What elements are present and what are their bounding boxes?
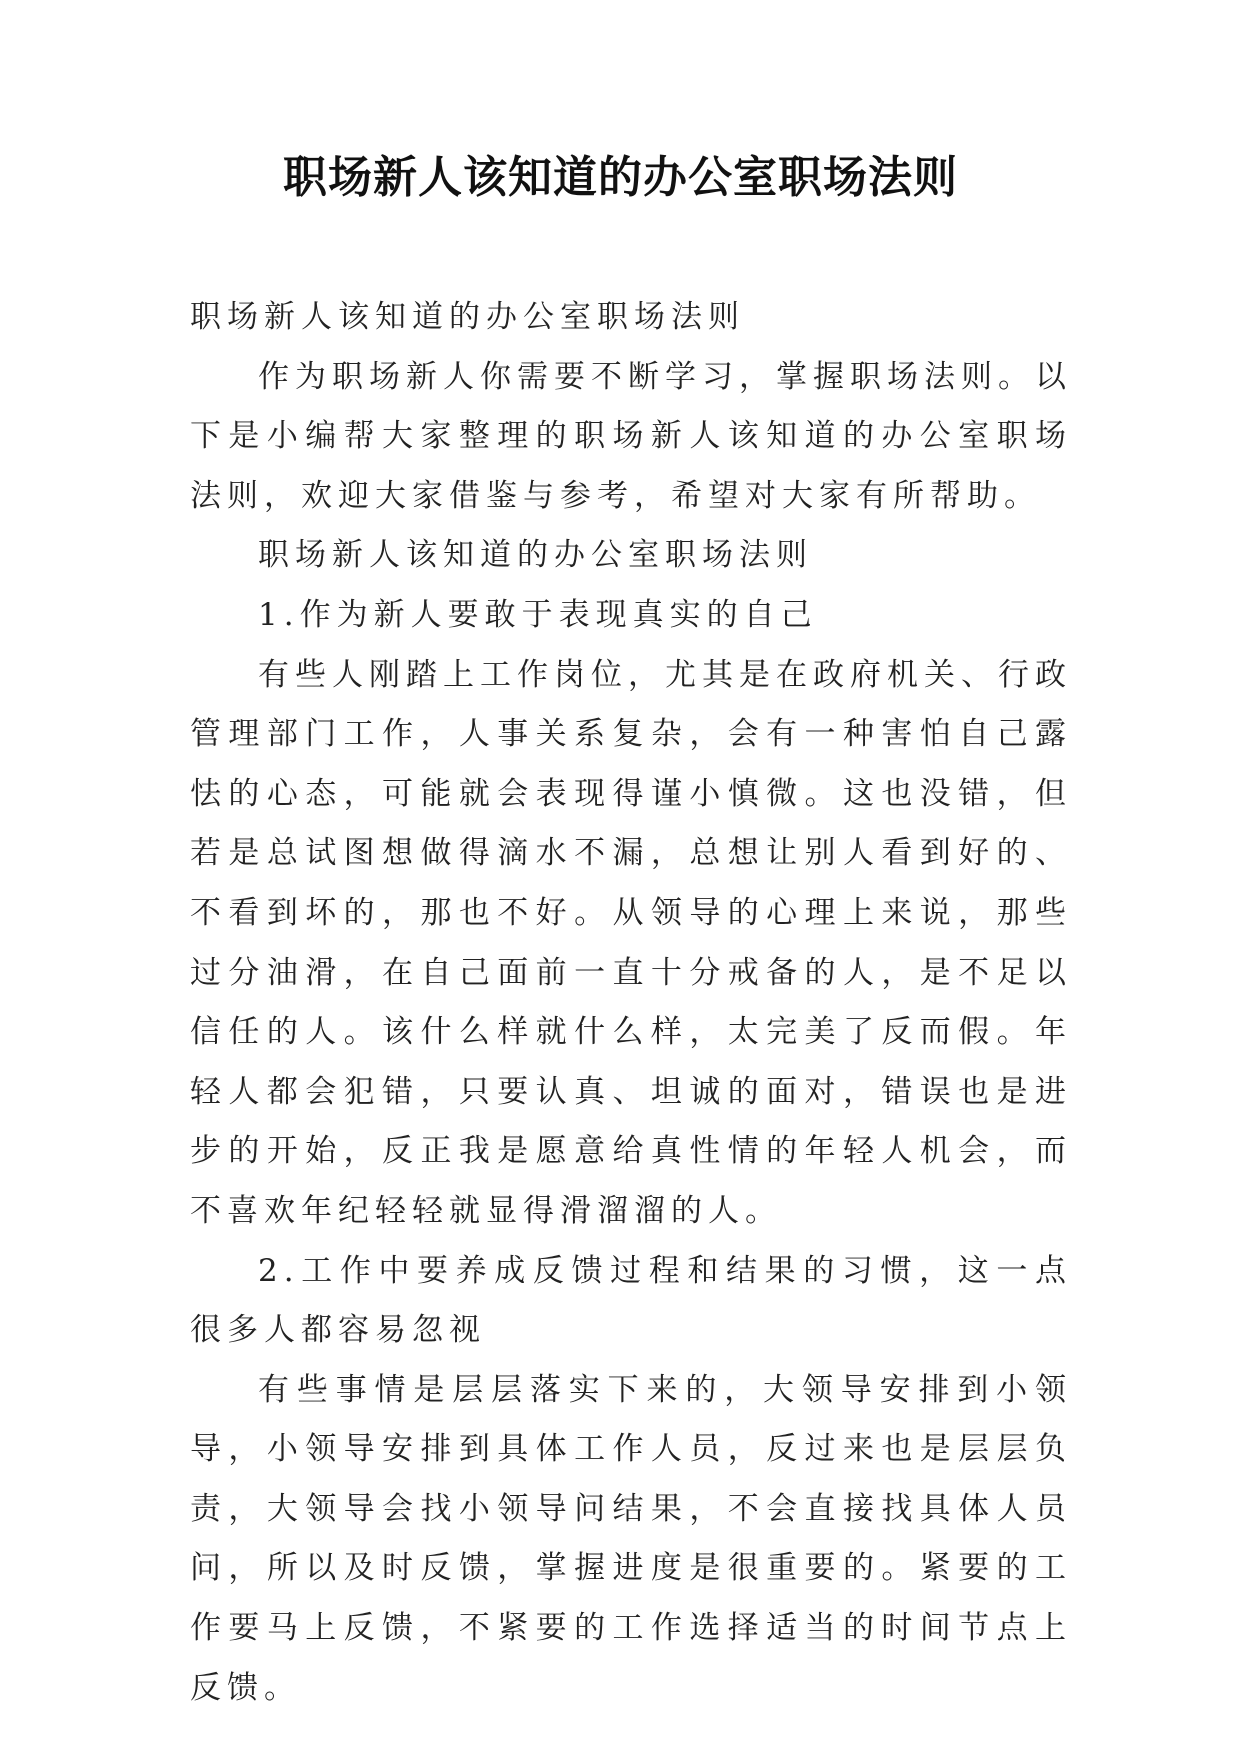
rule-2-heading: 2.工作中要养成反馈过程和结果的习惯，这一点很多人都容易忽视 [190, 1252, 1072, 1349]
rule-2-body: 有些事情是层层落实下来的，大领导安排到小领导，小领导安排到具体工作人员，反过来也是层层负责，大领导会找小领导问结果，不会直接找具体人员问，所以及时反馈，掌握进度是很重要的。紧要的工作要马上反馈，不紧要的工作选择适当的时间节点上反馈。 [190, 1371, 1072, 1706]
section-heading: 职场新人该知道的办公室职场法则 [258, 537, 813, 574]
paragraph-subtitle: 职场新人该知道的办公室职场法则 [190, 299, 745, 335]
document-title: 职场新人该知道的办公室职场法则 [283, 152, 958, 203]
rule-1-heading: 1.作为新人要敢于表现真实的自己 [258, 596, 818, 633]
rule-1-body: 有些人刚踏上工作岗位，尤其是在政府机关、行政管理部门工作，人事关系复杂，会有一种害怕自己露怯的心态，可能就会表现得谨小慎微。这也没错，但若是总试图想做得滴水不漏，总想让别人看到好的、不看到坏的，那也不好。从领导的心理上来说，那些过分油滑，在自己面前一直十分戒备的人，是不足以信任的人。该什么样就什么样，太完美了反而假。年轻人都会犯错，只要认真、坦诚的面对，错误也是进步的开始，反正我是愿意给真性情的年轻人机会，而不喜欢年纪轻轻就显得滑溜溜的人。 [190, 656, 1072, 1229]
document-body [190, 288, 1072, 1718]
paragraph-intro: 作为职场新人你需要不断学习，掌握职场法则。以下是小编帮大家整理的职场新人该知道的办公室职场法则，欢迎大家借鉴与参考，希望对大家有所帮助。 [190, 358, 1072, 514]
